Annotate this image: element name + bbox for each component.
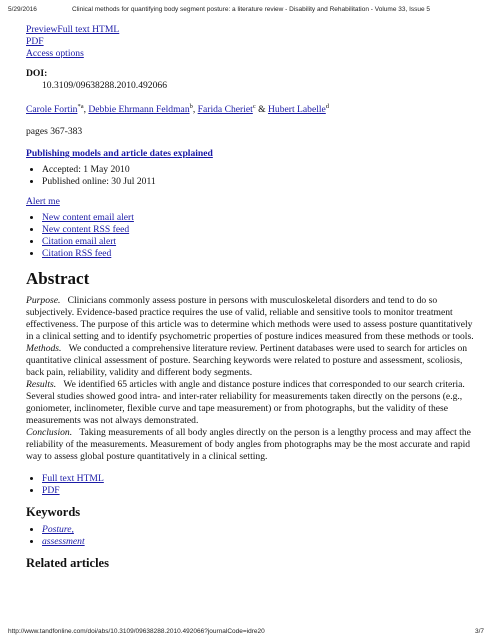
author-link[interactable]: Debbie Ehrmann Feldman: [88, 104, 190, 115]
page-range: pages 367-383: [26, 126, 83, 137]
abstract-body: [26, 295, 474, 463]
new-content-email-alert-link[interactable]: New content email alert: [42, 212, 134, 223]
full-text-html-link[interactable]: Full text HTML: [42, 473, 104, 484]
section-label: Conclusion.: [26, 427, 73, 438]
top-links: [26, 24, 474, 60]
alert-me-link[interactable]: Alert me: [26, 196, 60, 207]
author-separator: ,: [192, 104, 198, 115]
author-separator: ,: [83, 104, 89, 115]
print-footer: [0, 626, 494, 638]
list-item: [42, 248, 474, 260]
pdf-link[interactable]: PDF: [26, 36, 44, 47]
access-options-link[interactable]: Access options: [26, 48, 84, 59]
keyword-list: [26, 524, 474, 548]
list-item: [42, 473, 474, 485]
section-text: We conducted a comprehensive literature review. Pertinent databases were used to search for articles on quantitative clinical assessment of posture. Searching keywords were related to posture and assessment, scoliosis, back pain, reliability, validity and different body segments.: [26, 343, 468, 378]
print-page-number: 3/7: [474, 628, 484, 635]
abstract-conclusion: [26, 427, 474, 463]
abstract-methods: [26, 343, 474, 379]
section-label: Purpose.: [26, 295, 61, 306]
author-link[interactable]: Carole Fortin: [26, 104, 78, 115]
section-label: Methods.: [26, 343, 62, 354]
citation-email-alert-link[interactable]: Citation email alert: [42, 236, 117, 247]
print-date: 5/29/2016: [8, 6, 37, 13]
author-separator: &: [255, 104, 268, 115]
keyword-posture-link[interactable]: Posture,: [42, 524, 74, 535]
list-item: [42, 236, 474, 248]
publishing-models-link[interactable]: Publishing models and article dates explained: [26, 148, 213, 159]
author-affiliation-sup: *a: [77, 102, 84, 110]
keywords-heading: Keywords: [26, 505, 81, 519]
list-item: [42, 212, 474, 224]
abstract-purpose: [26, 295, 474, 343]
author-link[interactable]: Farida Cheriet: [197, 104, 253, 115]
section-text: Clinicians commonly assess posture in persons with musculoskeletal disorders and tend to do so subjectively. Evidence-based practice requires the use of valid, reliable and sensitive tools to monitor treatment effectiveness. The purpose of this article was to determine which methods were used to assess posture quantitatively in a clinical setting and to identify psychometric properties of posture indices measured from these methods or tools.: [26, 295, 474, 342]
section-text: We identified 65 articles with angle and distance posture indices that corresponded to our search criteria. Several studies showed good intra- and inter-rater reliability for measurements taken directly on the persons (e.g., goniometer, inclinometer, flexible curve and tape measurement) or from photographs, but the validity of these measurements was not always demonstrated.: [26, 379, 465, 426]
full-text-links: [26, 473, 474, 497]
alert-options: [26, 212, 474, 260]
accepted-date: • Accepted: 1 May 2010: [42, 164, 474, 176]
author-affiliation-sup: d: [325, 102, 330, 110]
list-item: [42, 485, 474, 497]
list-item: [42, 224, 474, 236]
list-item: [42, 536, 474, 548]
abstract-heading: Abstract: [26, 269, 90, 288]
author-list: [26, 104, 474, 116]
related-articles-heading: Related articles: [26, 556, 109, 570]
pdf-bottom-link[interactable]: PDF: [42, 485, 60, 496]
doi-value: 10.3109/09638288.2010.492066: [42, 80, 167, 91]
section-label: Results.: [26, 379, 57, 390]
print-url: http://www.tandfonline.com/doi/abs/10.3109/09638288.2010.492066?journalCode=idre20: [8, 628, 265, 635]
list-item: [42, 524, 474, 536]
abstract-results: [26, 379, 474, 427]
citation-rss-link[interactable]: Citation RSS feed: [42, 248, 112, 259]
new-content-rss-link[interactable]: New content RSS feed: [42, 224, 130, 235]
article-dates: [26, 164, 474, 188]
section-text: Taking measurements of all body angles directly on the person is a lengthy process and may affect the reliability of the measurements. Measurement of body angles from photographs may be the most accurate and rapid way to assess global posture quantitatively in a clinical setting.: [26, 427, 471, 462]
article-content: [26, 24, 474, 571]
preview-full-text-link[interactable]: PreviewFull text HTML: [26, 24, 120, 35]
published-date: • Published online: 30 Jul 2011: [42, 176, 474, 188]
print-page-title: Clinical methods for quantifying body segment posture: a literature review - Disability and Rehabilitation - Volume 33, Issue 5: [72, 6, 431, 13]
print-header: [0, 4, 494, 16]
author-affiliation-sup: c: [252, 102, 256, 110]
doi-label: DOI:: [26, 68, 48, 79]
author-link[interactable]: Hubert Labelle: [267, 104, 326, 115]
author-affiliation-sup: b: [189, 102, 193, 110]
keyword-assessment-link[interactable]: assessment: [42, 536, 85, 547]
